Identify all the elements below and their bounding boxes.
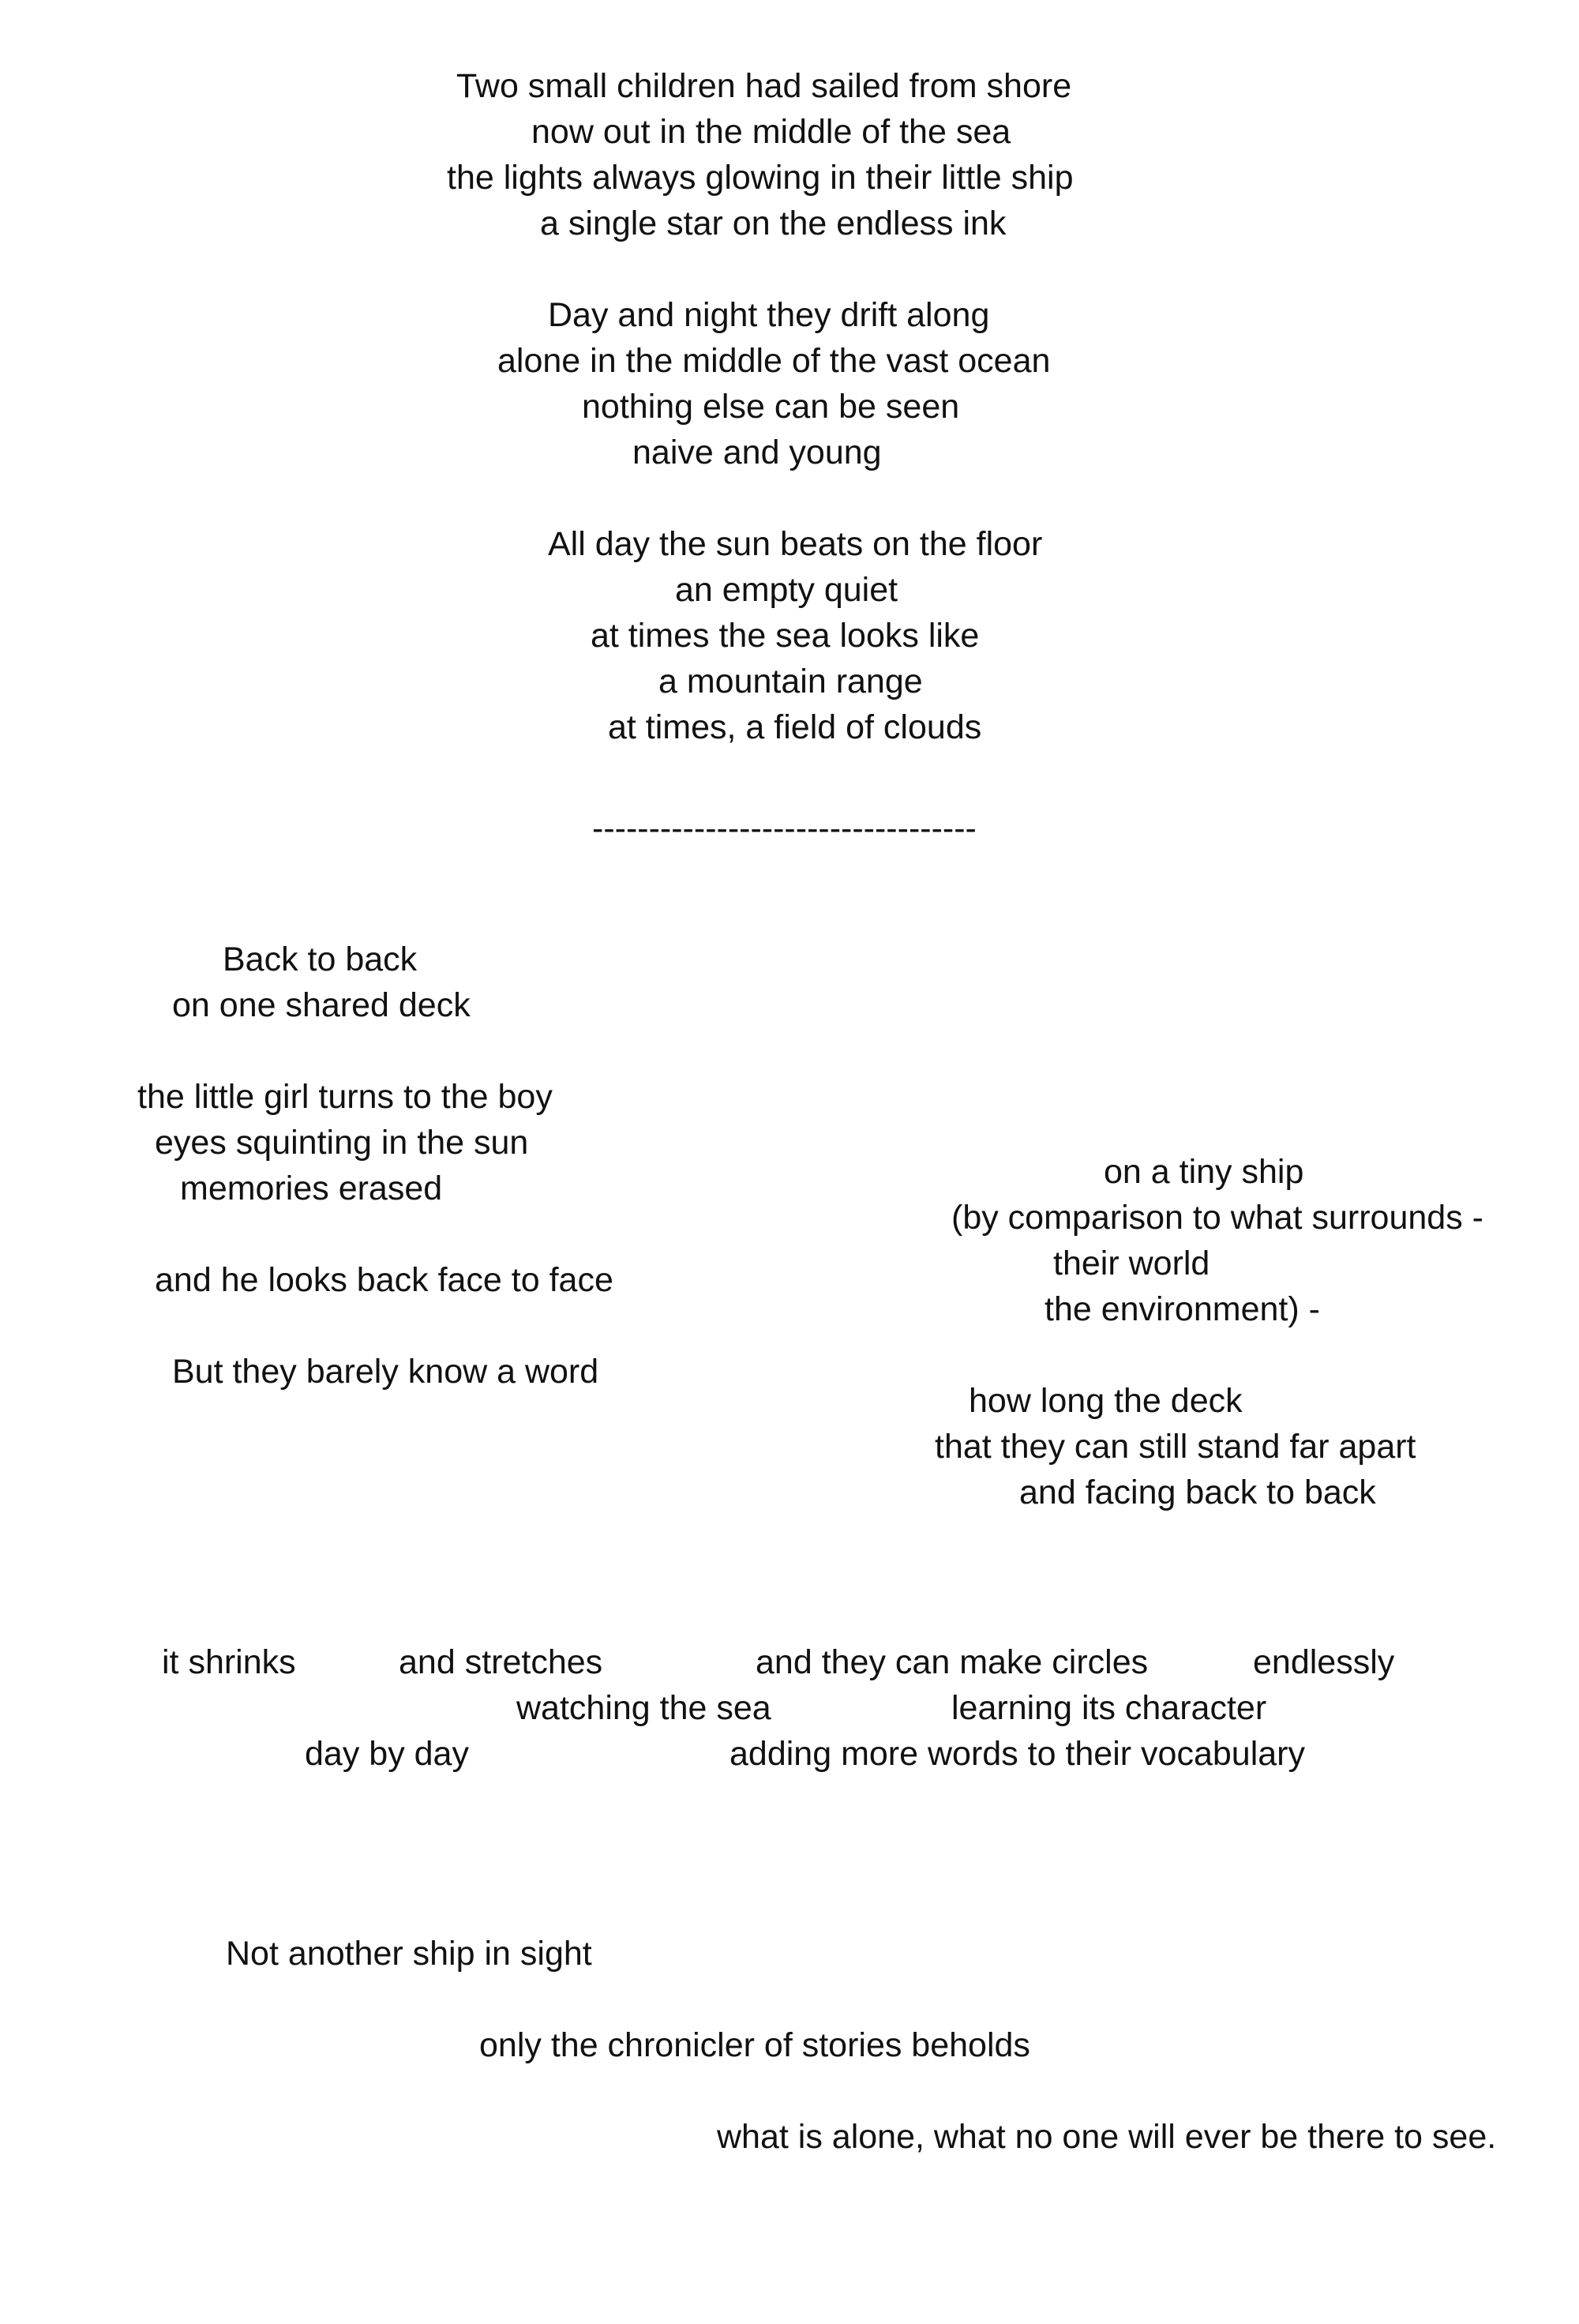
ending-chronicler: only the chronicler of stories beholds xyxy=(479,2026,1030,2064)
left-line-eyes-squinting: eyes squinting in the sun xyxy=(155,1124,529,1162)
stanza1-line-4: a single star on the endless ink xyxy=(540,205,1007,242)
right-line-how-long: how long the deck xyxy=(969,1382,1243,1420)
stanza2-line-2: alone in the middle of the vast ocean xyxy=(497,342,1051,380)
stanza1-line-1: Two small children had sailed from shore xyxy=(456,67,1072,105)
stanza3-line-2: an empty quiet xyxy=(675,571,898,609)
scattered-endlessly: endlessly xyxy=(1253,1643,1395,1681)
left-line-back-to-back: Back to back xyxy=(223,940,418,978)
section-divider: ---------------------------------- xyxy=(592,809,977,847)
scattered-it-shrinks: it shrinks xyxy=(162,1643,296,1681)
right-line-by-comparison: (by comparison to what surrounds - xyxy=(951,1199,1483,1237)
stanza1-line-2: now out in the middle of the sea xyxy=(531,113,1011,151)
scattered-make-circles: and they can make circles xyxy=(756,1643,1149,1681)
ending-what-is-alone: what is alone, what no one will ever be there to see. xyxy=(717,2118,1497,2156)
stanza2-line-3: nothing else can be seen xyxy=(582,388,960,426)
scattered-adding-words: adding more words to their vocabulary xyxy=(729,1735,1305,1773)
scattered-learning-character: learning its character xyxy=(951,1689,1267,1727)
stanza3-line-4: a mountain range xyxy=(658,663,923,700)
left-line-shared-deck: on one shared deck xyxy=(172,986,471,1024)
scattered-watching-sea: watching the sea xyxy=(516,1689,771,1727)
ending-not-another-ship: Not another ship in sight xyxy=(226,1935,592,1973)
stanza3-line-3: at times the sea looks like xyxy=(591,617,980,655)
right-line-stand-apart: that they can still stand far apart xyxy=(935,1428,1416,1466)
scattered-day-by-day: day by day xyxy=(305,1735,469,1773)
left-line-barely-know: But they barely know a word xyxy=(172,1353,599,1391)
stanza2-line-1: Day and night they drift along xyxy=(548,296,990,334)
right-line-facing-back: and facing back to back xyxy=(1019,1474,1376,1511)
right-line-environment: the environment) - xyxy=(1045,1290,1320,1328)
stanza1-line-3: the lights always glowing in their little ship xyxy=(447,159,1074,197)
right-line-their-world: their world xyxy=(1053,1245,1210,1282)
left-line-memories-erased: memories erased xyxy=(180,1170,443,1207)
stanza3-line-5: at times, a field of clouds xyxy=(608,708,982,746)
left-line-girl-turns: the little girl turns to the boy xyxy=(137,1078,553,1116)
stanza2-line-4: naive and young xyxy=(632,434,882,471)
scattered-and-stretches: and stretches xyxy=(399,1643,603,1681)
stanza3-line-1: All day the sun beats on the floor xyxy=(548,525,1043,563)
left-line-face-to-face: and he looks back face to face xyxy=(155,1261,613,1299)
right-line-tiny-ship: on a tiny ship xyxy=(1104,1153,1304,1191)
